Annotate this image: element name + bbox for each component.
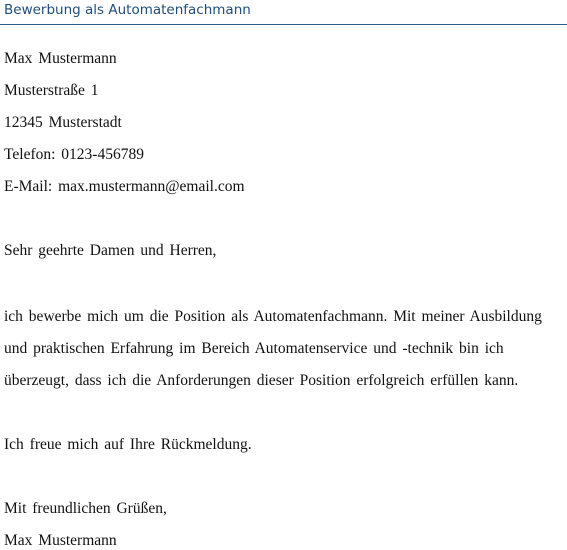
sender-email: E-Mail: max.mustermann@email.com xyxy=(4,178,245,195)
sender-city: 12345 Musterstadt xyxy=(4,114,122,131)
closing-sentence: Ich freue mich auf Ihre Rückmeldung. xyxy=(4,436,252,453)
sender-phone: Telefon: 0123-456789 xyxy=(4,146,144,163)
sender-name: Max Mustermann xyxy=(4,50,117,67)
signature: Max Mustermann xyxy=(4,532,117,549)
document-title: Bewerbung als Automatenfachmann xyxy=(4,2,251,18)
body-line-2: und praktischen Erfahrung im Bereich Automatenservice und -technik bin ich xyxy=(4,340,504,357)
document-header xyxy=(0,0,567,25)
body-line-3: überzeugt, dass ich die Anforderungen dieser Position erfolgreich erfüllen kann. xyxy=(4,372,519,389)
body-line-1: ich bewerbe mich um die Position als Automatenfachmann. Mit meiner Ausbildung xyxy=(4,308,542,325)
sender-street: Musterstraße 1 xyxy=(4,82,99,99)
closing: Mit freundlichen Grüßen, xyxy=(4,500,167,517)
salutation: Sehr geehrte Damen und Herren, xyxy=(4,242,217,259)
